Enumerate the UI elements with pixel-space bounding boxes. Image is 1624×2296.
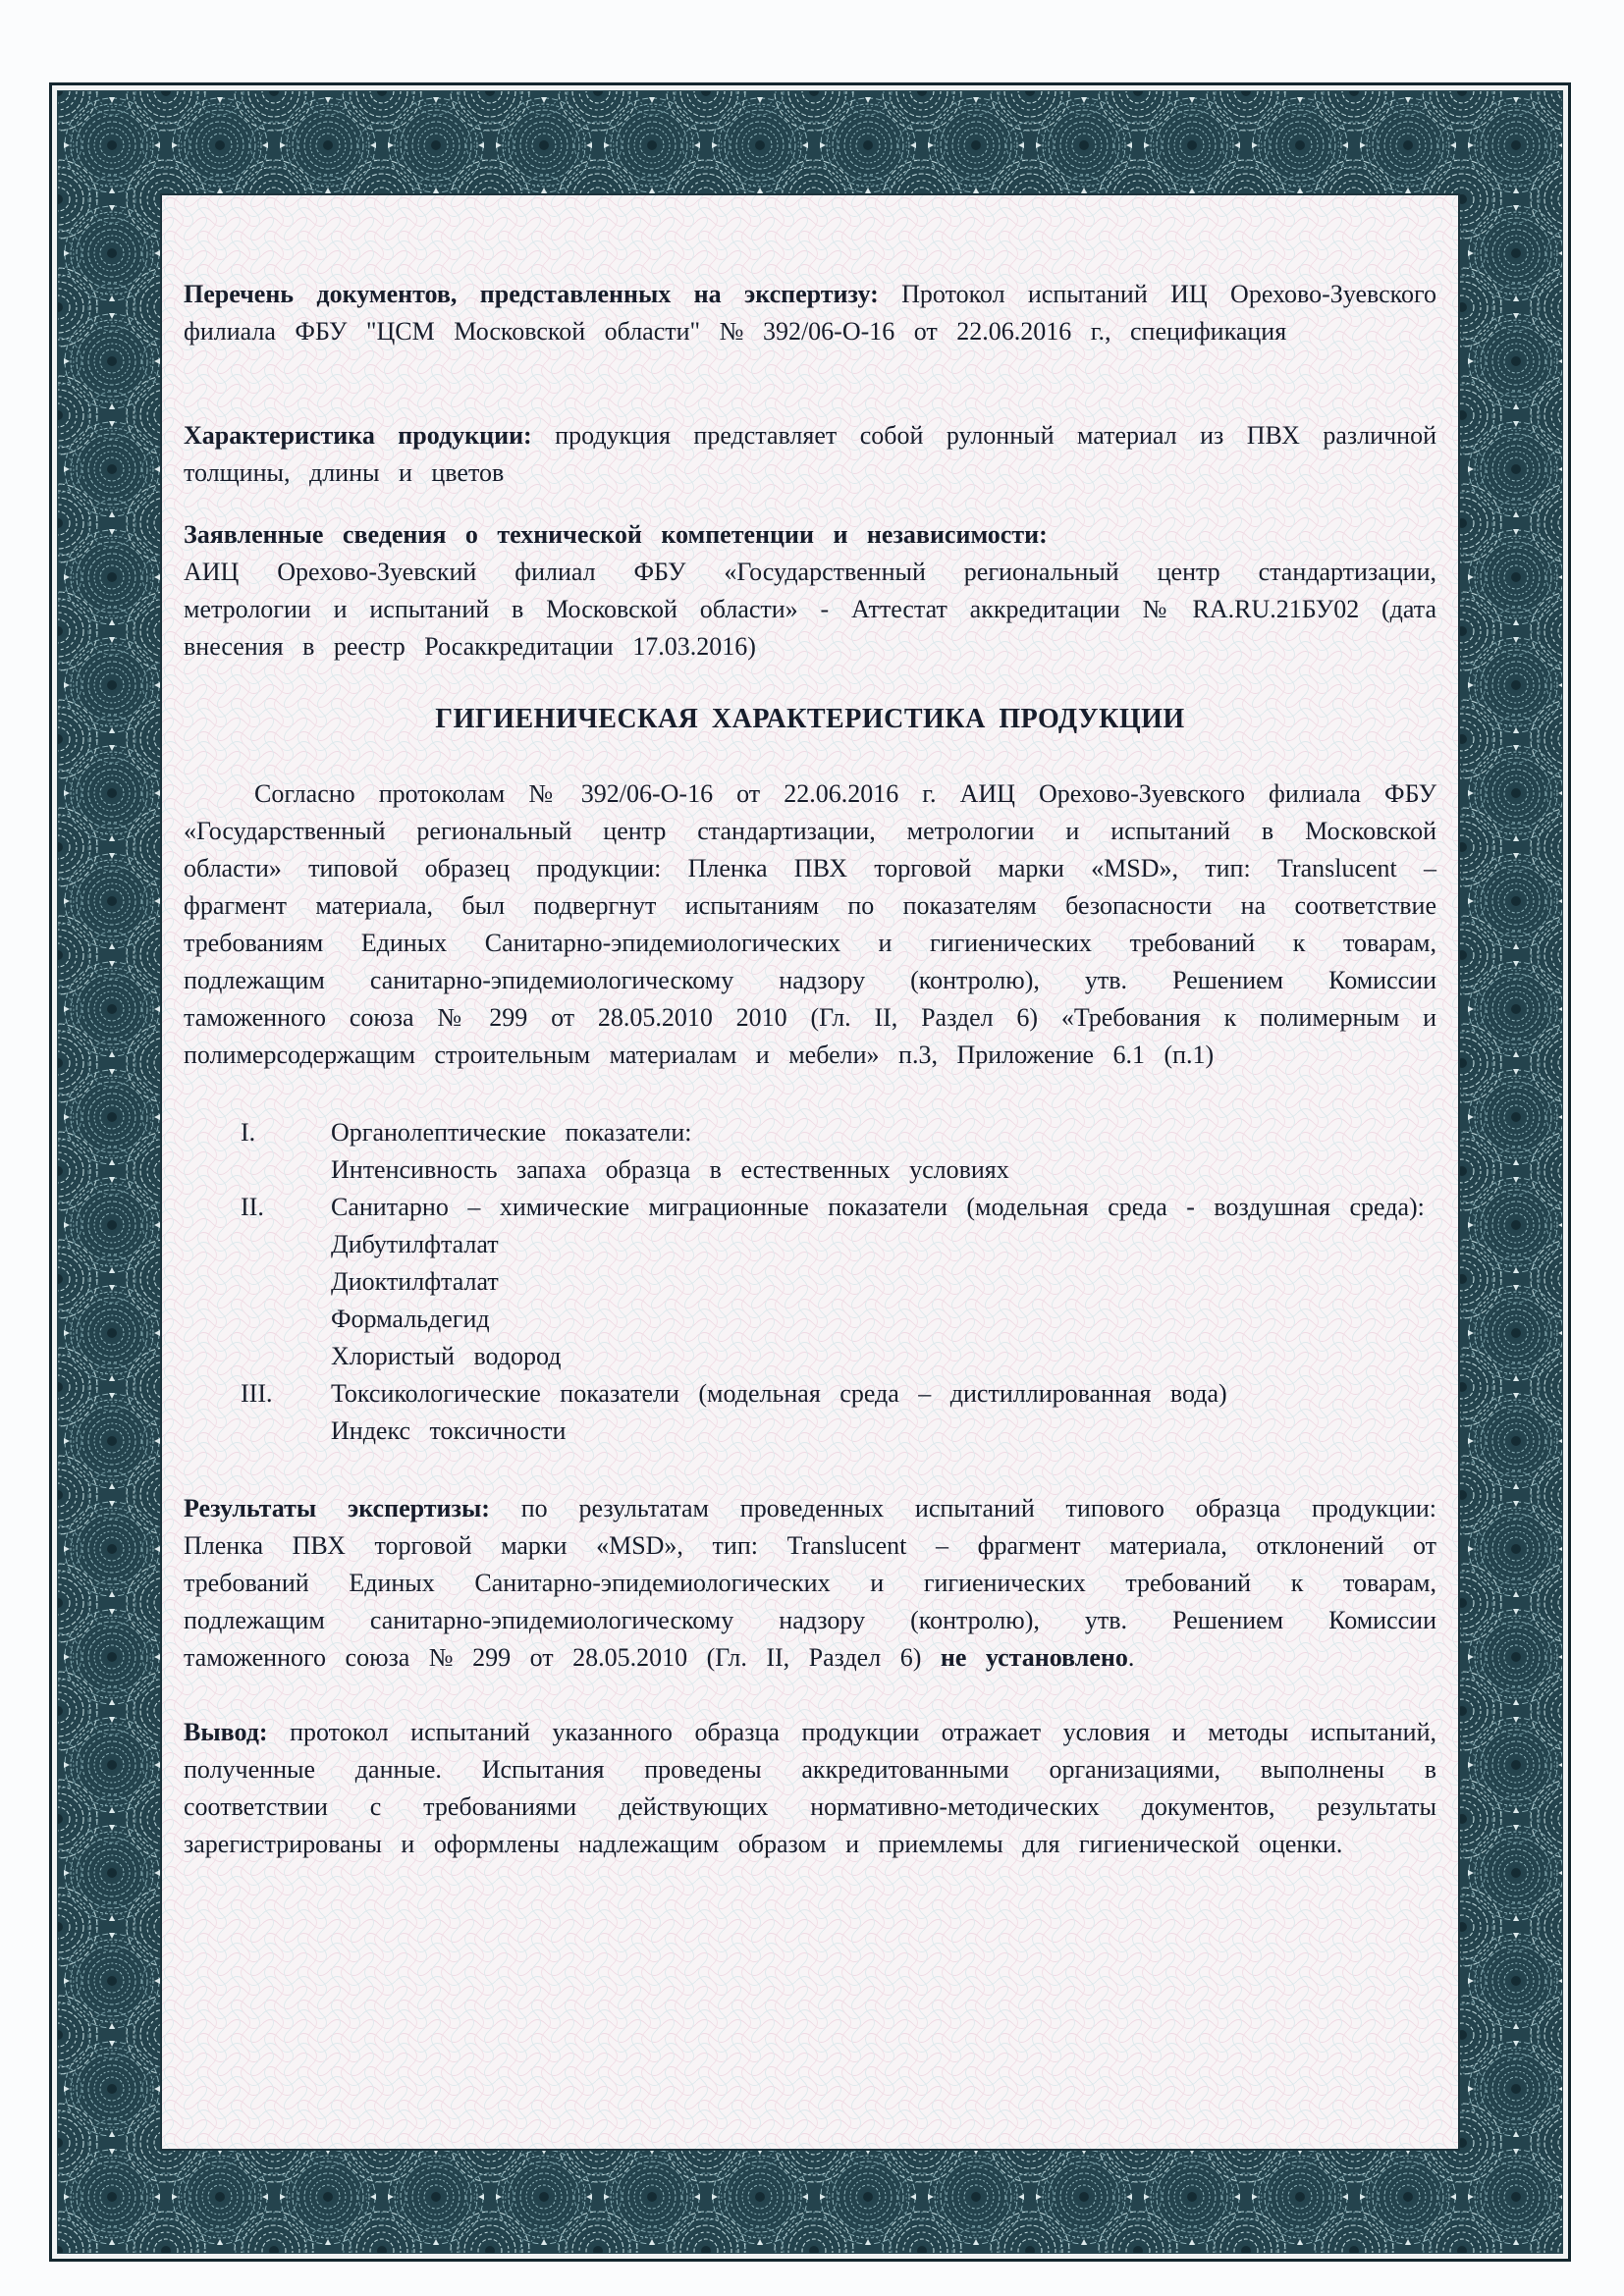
indicator-line: Интенсивность запаха образца в естественных условиях [331,1155,1009,1184]
conclusion-label: Вывод: [184,1718,268,1746]
indicator-line: Токсикологические показатели (модельная среда – дистиллированная вода) [331,1379,1227,1408]
indicator-line: Санитарно – химические миграционные показатели (модельная среда - воздушная среда): [331,1193,1425,1221]
competence-label: Заявленные сведения о технической компетенции и независимости: [184,520,1048,549]
list-item-body [331,1375,1436,1450]
documents-list-label: Перечень документов, представленных на экспертизу: [184,280,879,308]
list-item-body [331,1114,1436,1189]
product-characteristic-label: Характеристика продукции: [184,421,532,450]
list-item-numeral: II. [241,1193,264,1221]
list-item-body [331,1189,1436,1375]
documents-list-section [184,276,1436,350]
results-label: Результаты экспертизы: [184,1494,490,1522]
list-item [184,1375,1436,1450]
results-verdict-tail: . [1127,1643,1135,1672]
list-item-numeral: I. [241,1118,256,1147]
results-verdict: не установлено [940,1643,1128,1672]
indicator-line: Индекс токсичности [331,1416,567,1445]
certificate-frame [49,82,1571,2262]
guilloche-border-band [58,91,1562,2253]
indicator-line: Органолептические показатели: [331,1118,692,1147]
product-characteristic-text: продукция представляет собой рулонный материал из ПВХ различной толщины, длины и цветов [184,421,1436,487]
content-sheet [160,193,1460,2151]
product-characteristic-section [184,417,1436,492]
results-text: по результатам проведенных испытаний типового образца продукции: Пленка ПВХ торговой марки «MSD», тип: Translucent – фрагмент материала, отклонений от требований Единых Санитарно-эпидемиологических и гигиенических требований к товарам, подлежащим санитарно-эпидемиологическому надзору (контролю), утв. Решением Комиссии таможенного союза № 299 от 28.05.2010 (Гл. II, Раздел 6) [184,1494,1436,1672]
indicator-line: Формальдегид [331,1305,490,1333]
list-item-numeral: III. [241,1379,273,1408]
indicator-line: Дибутилфталат [331,1230,499,1258]
documents-list-text: Протокол испытаний ИЦ Орехово-Зуевского филиала ФБУ "ЦСМ Московской области" № 392/06-О-16 от 22.06.2016 г., спецификация [184,280,1437,346]
indicator-line: Хлористый водород [331,1342,562,1370]
indicators-list [184,1114,1436,1450]
conclusion-text: протокол испытаний указанного образца продукции отражает условия и методы испытаний, полученные данные. Испытания проведены аккредитованными организациями, выполнены в соответствии с требованиями действующих нормативно-методических документов, результаты зарегистрированы и оформлены надлежащим образом и приемлемы для гигиенической оценки. [184,1718,1436,1858]
competence-section [184,516,1436,666]
indicator-line: Диоктилфталат [331,1267,499,1296]
competence-text: АИЦ Орехово-Зуевский филиал ФБУ «Государственный региональный центр стандартизации, метрологии и испытаний в Московской области» - Аттестат аккредитации № RA.RU.21БУ02 (дата внесения в реестр Росаккредитации 17.03.2016) [184,558,1436,661]
basis-paragraph: Согласно протоколам № 392/06-О-16 от 22.06.2016 г. АИЦ Орехово-Зуевского филиала ФБУ «Государственный региональный центр стандартизации, метрологии и испытаний в Московской области» типовой образец продукции: Пленка ПВХ торговой марки «MSD», тип: Translucent – фрагмент материала, был подвергнут испытаниям по показателям безопасности на соответствие требованиям Единых Санитарно-эпидемиологических и гигиенических требований к товарам, подлежащим санитарно-эпидемиологическому надзору (контролю), утв. Решением Комиссии таможенного союза № 299 от 28.05.2010 2010 (Гл. II, Раздел 6) «Требования к полимерным и полимерсодержащим строительным материалам и мебели» п.3, Приложение 6.1 (п.1) [184,779,1436,1069]
results-section [184,1490,1436,1677]
list-item [184,1114,1436,1189]
list-item [184,1189,1436,1375]
document-text [162,195,1458,1863]
main-heading: ГИГИЕНИЧЕСКАЯ ХАРАКТЕРИСТИКА ПРОДУКЦИИ [435,704,1185,734]
conclusion-section [184,1714,1436,1863]
